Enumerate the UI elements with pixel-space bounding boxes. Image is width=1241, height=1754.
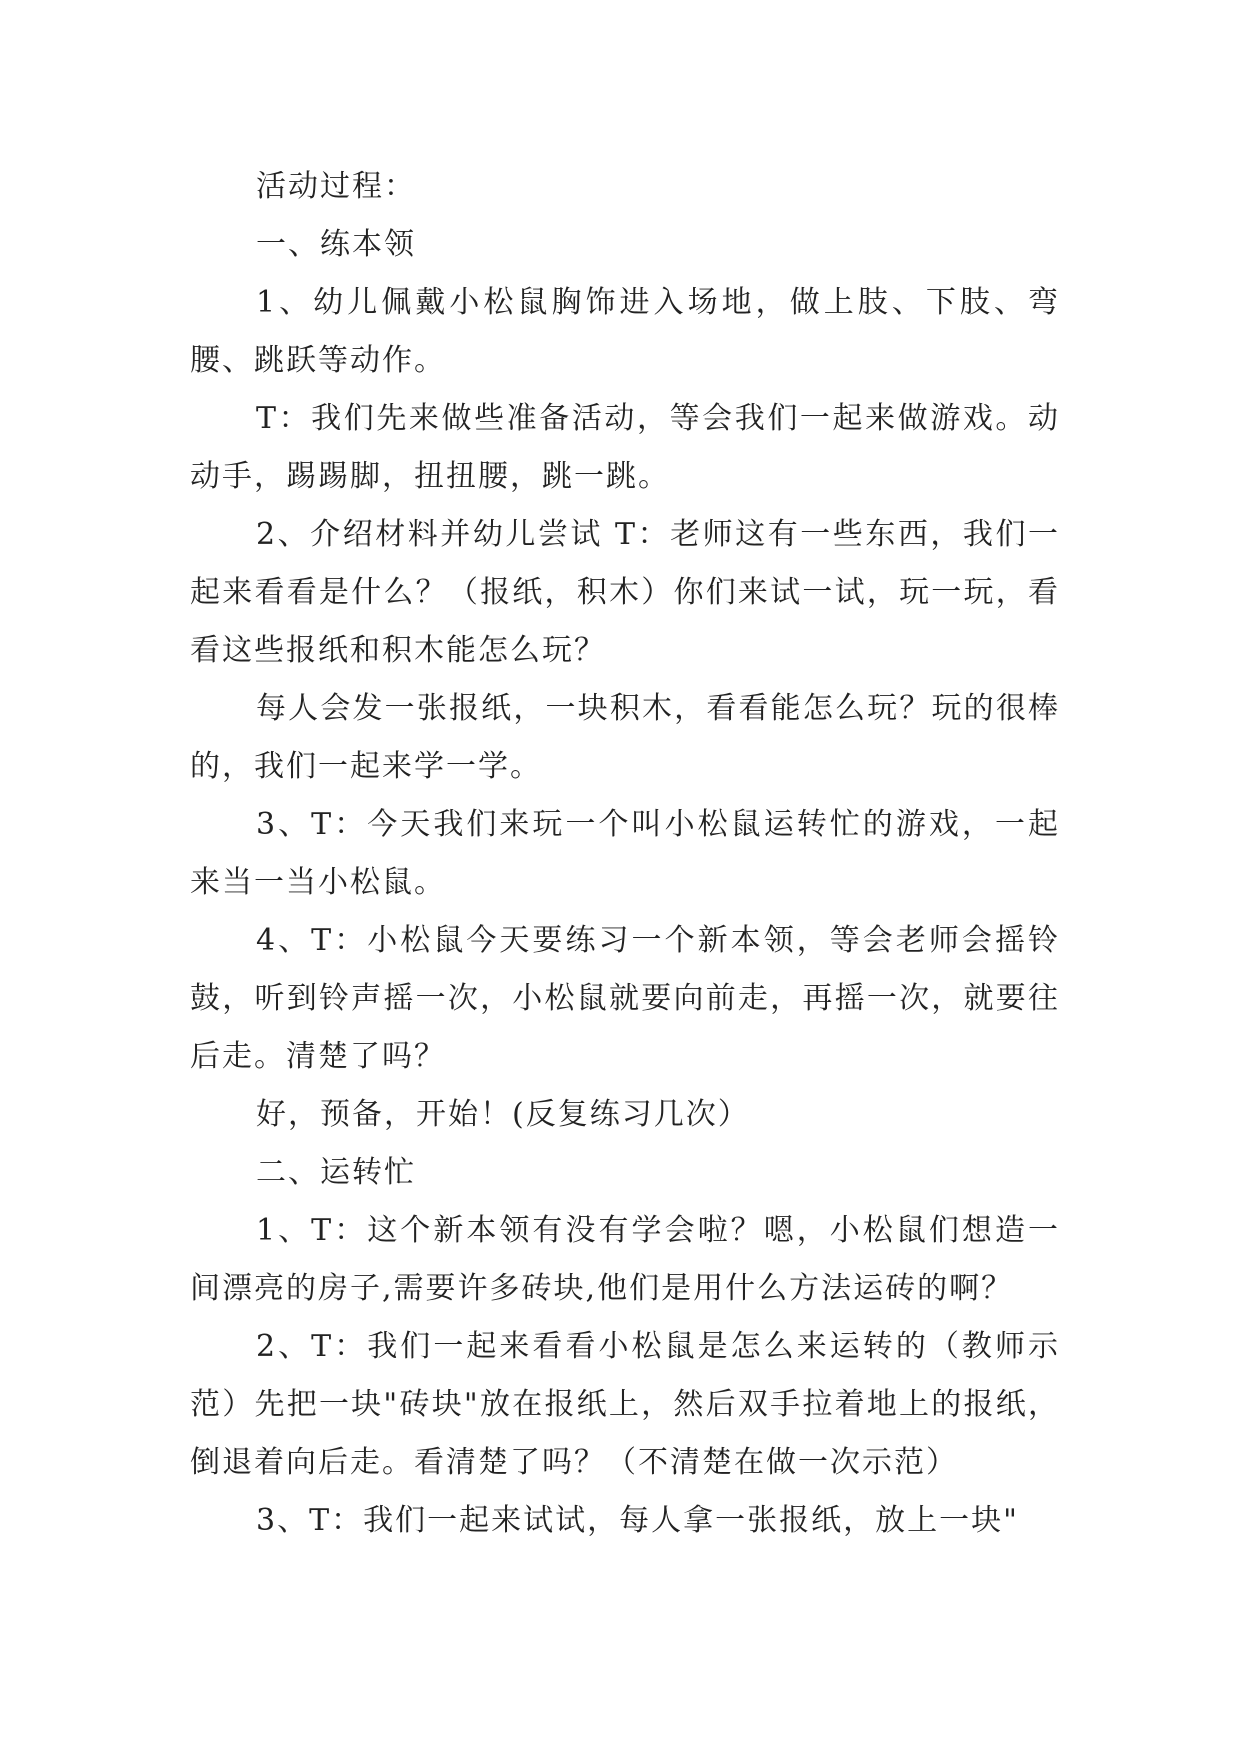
paragraph: 4、T：小松鼠今天要练习一个新本领，等会老师会摇铃鼓，听到铃声摇一次，小松鼠就要向前走，再摇一次，就要往后走。清楚了吗？ bbox=[190, 923, 1060, 1074]
paragraph: 3、T：今天我们来玩一个叫小松鼠运转忙的游戏，一起来当一当小松鼠。 bbox=[190, 807, 1060, 900]
document-body bbox=[190, 158, 1060, 1550]
paragraph: T：我们先来做些准备活动，等会我们一起来做游戏。动动手，踢踢脚，扭扭腰，跳一跳。 bbox=[190, 401, 1060, 494]
paragraph: 1、T：这个新本领有没有学会啦？嗯，小松鼠们想造一间漂亮的房子,需要许多砖块,他们是用什么方法运砖的啊？ bbox=[190, 1213, 1060, 1306]
paragraph: 好，预备，开始！(反复练习几次） bbox=[256, 1097, 750, 1132]
section-heading: 二、运转忙 bbox=[256, 1155, 416, 1190]
paragraph: 2、T：我们一起来看看小松鼠是怎么来运转的（教师示范）先把一块"砖块"放在报纸上，然后双手拉着地上的报纸，倒退着向后走。看清楚了吗？（不清楚在做一次示范） bbox=[190, 1329, 1060, 1480]
paragraph: 1、幼儿佩戴小松鼠胸饰进入场地，做上肢、下肢、弯腰、跳跃等动作。 bbox=[190, 285, 1060, 378]
paragraph: 3、T：我们一起来试试，每人拿一张报纸，放上一块" bbox=[256, 1503, 1019, 1538]
paragraph: 2、介绍材料并幼儿尝试 T：老师这有一些东西，我们一起来看看是什么？（报纸，积木）你们来试一试，玩一玩，看看这些报纸和积木能怎么玩？ bbox=[190, 517, 1060, 668]
section-heading: 一、练本领 bbox=[256, 227, 416, 262]
paragraph: 每人会发一张报纸，一块积木，看看能怎么玩？玩的很棒的，我们一起来学一学。 bbox=[190, 691, 1060, 784]
section-title: 活动过程： bbox=[256, 169, 416, 204]
